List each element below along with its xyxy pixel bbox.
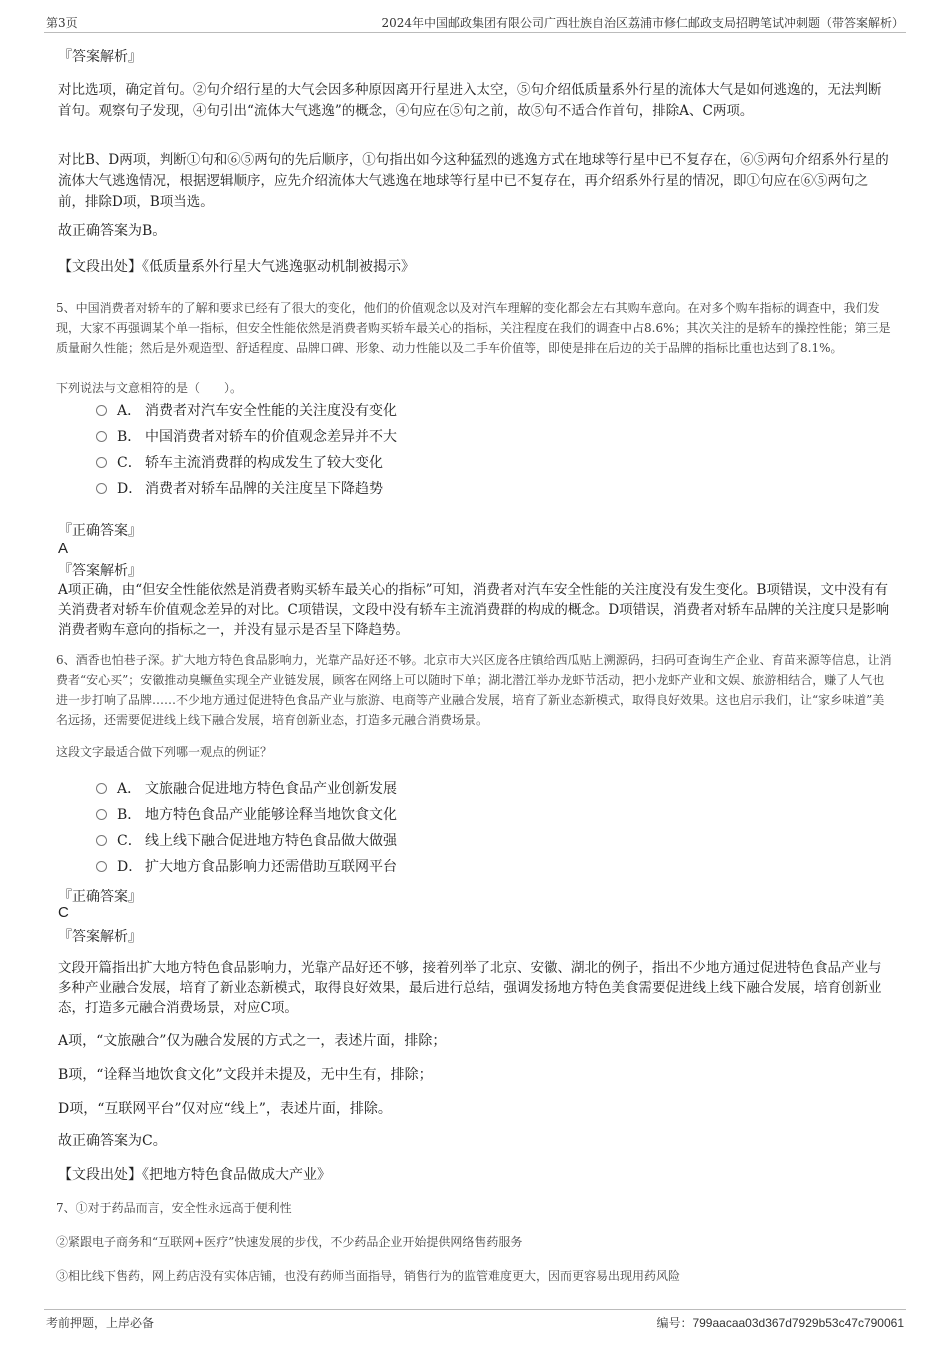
- q5-option-a[interactable]: A． 消费者对汽车安全性能的关注度没有变化: [96, 400, 397, 422]
- q4-analysis-para2: 对比B、D两项，判断①句和⑥⑤两句的先后顺序，①句指出如今这种猛烈的逃逸方式在地球等行星中已不复存在，⑥⑤两句介绍系外行星的流体大气逃逸情况，根据逻辑顺序，应先介绍流体大气逃逸在地球等行星中已不复存在，再介绍系外行星的情况，即①句应在⑥⑤两句之前，排除D项，B项当选。: [58, 152, 889, 210]
- q6-analysis-label: 『答案解析』: [58, 929, 142, 945]
- radio-icon[interactable]: [96, 457, 107, 468]
- footer-code-label: 编号：: [656, 1316, 693, 1330]
- q4-source: 【文段出处】《低质量系外行星大气逃逸驱动机制被揭示》: [58, 259, 415, 275]
- page-footer: [44, 1309, 906, 1332]
- q6-option-d[interactable]: D． 扩大地方食品影响力还需借助互联网平台: [96, 856, 397, 878]
- q6-option-c[interactable]: C． 线上线下融合促进地方特色食品做大做强: [96, 830, 397, 852]
- q6-analysis-d: D项，“互联网平台”仅对应“线上”，表述片面，排除。: [58, 1101, 392, 1117]
- q7-line1: 7、①对于药品而言，安全性永远高于便利性: [56, 1201, 292, 1215]
- q5-analysis-label: 『答案解析』: [58, 563, 142, 579]
- page-number: 第3页: [46, 16, 78, 30]
- q6-answer-label: 『正确答案』: [58, 889, 142, 905]
- radio-icon[interactable]: [96, 861, 107, 872]
- q7-line3: ③相比线下售药，网上药店没有实体店铺，也没有药师当面指导，销售行为的监管难度更大，因而更容易出现用药风险: [56, 1269, 681, 1283]
- q6-question: 这段文字最适合做下列哪一观点的例证？: [56, 745, 273, 759]
- footer-code-value: 799aacaa03d367d7929b53c47c790061: [692, 1316, 904, 1330]
- q5-answer-label: 『正确答案』: [58, 523, 142, 539]
- radio-icon[interactable]: [96, 405, 107, 416]
- q5-option-b[interactable]: B． 中国消费者对轿车的价值观念差异并不大: [96, 426, 397, 448]
- q6-conclusion: 故正确答案为C。: [58, 1133, 167, 1149]
- q6-answer: C: [58, 904, 69, 921]
- footer-slogan: 考前押题，上岸必备: [46, 1316, 155, 1330]
- q6-stem: 6、酒香也怕巷子深。扩大地方特色食品影响力，光靠产品好还不够。北京市大兴区庞各庄镇给西瓜贴上溯源码，扫码可查询生产企业、育苗来源等信息，让消费者“安心买”；安徽推动臭鳜鱼实现全产业链发展，顾客在网络上可以随时下单；湖北潜江举办龙虾节活动，把小龙虾产业和文娱、旅游相结合，赚了人气也进一步打响了品牌……不少地方通过促进特色食品产业与旅游、电商等产业融合发展，培育了新业态新模式，取得良好效果。这也启示我们，让“家乡味道”美名远扬，还需要促进线上线下融合发展，培育创新业态，打造多元融合消费场景。: [56, 653, 892, 727]
- radio-icon[interactable]: [96, 783, 107, 794]
- q4-analysis-label: 『答案解析』: [58, 49, 142, 65]
- page-header: [44, 14, 906, 33]
- document-title: 2024年中国邮政集团有限公司广西壮族自治区荔浦市修仁邮政支局招聘笔试冲刺题（带答案解析）: [381, 16, 904, 30]
- footer-code: [656, 1314, 904, 1331]
- q6-option-b[interactable]: B． 地方特色食品产业能够诠释当地饮食文化: [96, 804, 397, 826]
- radio-icon[interactable]: [96, 483, 107, 494]
- q6-analysis-b: B项，“诠释当地饮食文化”文段并未提及，无中生有，排除；: [58, 1067, 433, 1083]
- radio-icon[interactable]: [96, 835, 107, 846]
- q5-analysis: A项正确，由“但安全性能依然是消费者购买轿车最关心的指标”可知，消费者对汽车安全性能的关注度没有发生变化。B项错误，文中没有有关消费者对轿车价值观念差异的对比。C项错误，文段中没有轿车主流消费群的构成的概念。D项错误，消费者对轿车品牌的关注度只是影响消费者购车意向的指标之一，并没有显示是否呈下降趋势。: [58, 582, 890, 638]
- radio-icon[interactable]: [96, 431, 107, 442]
- q5-stem: 5、中国消费者对轿车的了解和要求已经有了很大的变化，他们的价值观念以及对汽车理解的变化都会左右其购车意向。在对多个购车指标的调查中，我们发现，大家不再强调某个单一指标，但安全性能依然是消费者购买轿车最关心的指标，关注程度在我们的调查中占8.6%；其次关注的是轿车的操控性能；第三是质量耐久性能；然后是外观造型、舒适程度、品牌口碑、形象、动力性能以及二手车价值等，即使是排在后边的关于品牌的指标比重也达到了8.1%。: [56, 301, 891, 355]
- q6-analysis: 文段开篇指出扩大地方特色食品影响力，光靠产品好还不够，接着列举了北京、安徽、湖北的例子，指出不少地方通过促进特色食品产业与多种产业融合发展，培育了新业态新模式，取得良好效果，最后进行总结，强调发扬地方特色美食需要促进线上线下融合发展，培育创新业态，打造多元融合消费场景，对应C项。: [58, 960, 882, 1016]
- q5-question: 下列说法与文意相符的是（ ）。: [56, 381, 243, 395]
- q5-answer: A: [58, 540, 69, 557]
- radio-icon[interactable]: [96, 809, 107, 820]
- q6-source: 【文段出处】《把地方特色食品做成大产业》: [58, 1167, 331, 1183]
- q5-option-d[interactable]: D． 消费者对轿车品牌的关注度呈下降趋势: [96, 478, 383, 500]
- q6-option-a[interactable]: A． 文旅融合促进地方特色食品产业创新发展: [96, 778, 397, 800]
- q4-analysis-para1: 对比选项，确定首句。②句介绍行星的大气会因多种原因离开行星进入太空，⑤句介绍低质量系外行星的流体大气是如何逃逸的，无法判断首句。观察句子发现，④句引出“流体大气逃逸”的概念，④句应在⑤句之前，故⑤句不适合作首句，排除A、C两项。: [58, 82, 882, 119]
- q6-analysis-a: A项，“文旅融合”仅为融合发展的方式之一，表述片面，排除；: [58, 1033, 447, 1049]
- q5-option-c[interactable]: C． 轿车主流消费群的构成发生了较大变化: [96, 452, 383, 474]
- q7-line2: ②紧跟电子商务和“互联网+医疗”快速发展的步伐，不少药品企业开始提供网络售药服务: [56, 1235, 523, 1249]
- q4-conclusion: 故正确答案为B。: [58, 223, 167, 239]
